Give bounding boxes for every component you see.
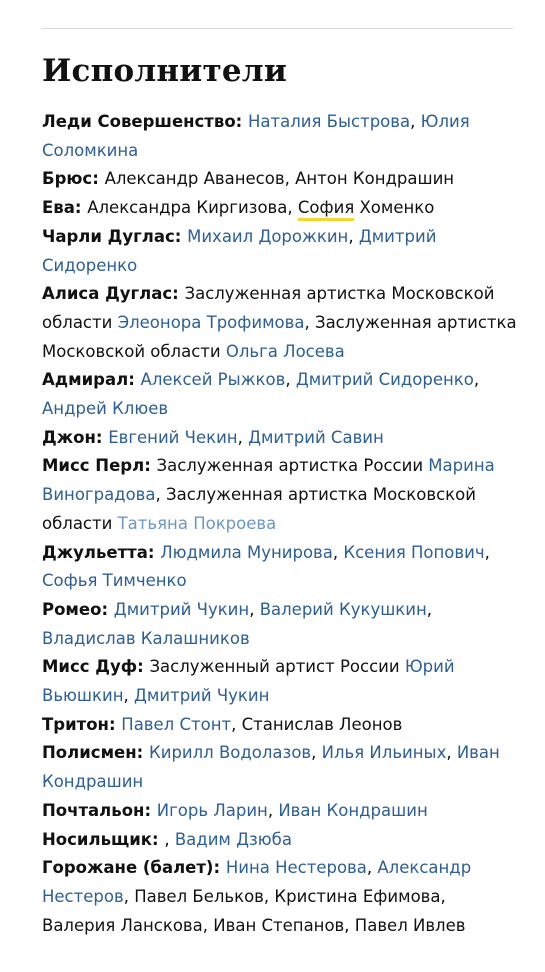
role-separator: : [147,542,161,562]
role-separator: : [74,198,88,218]
role-separator: : [144,800,157,820]
performer-name: Заслуженная артистка Московской области [42,485,476,533]
cast-role-label: Носильщик [42,829,153,849]
cast-entry [42,223,517,280]
cast-role-label: Адмирал [42,370,129,390]
cast-entry [42,424,517,453]
performer-link[interactable]: Евгений Чекин [108,427,238,447]
performer-separator: , [123,886,135,906]
performer-link[interactable]: Наталия Быстрова [248,112,411,131]
performer-name: Заслуженная артистка Московской области [42,284,495,332]
cast-role-label: Полисмен [42,743,137,763]
cast-role-label: Брюс [42,169,93,189]
performer-separator: , [410,112,421,131]
role-separator: : [152,829,165,849]
performer-link[interactable]: Иван Кондрашин [278,800,428,820]
cast-entry [42,366,517,423]
performer-link[interactable]: Иван Кондрашин [42,743,500,792]
performer-name: Кристина Ефимова [274,886,441,906]
performer-link[interactable]: Валерий Кукушкин [259,599,427,619]
performer-link[interactable]: Юлия Соломкина [42,112,470,160]
performer-link[interactable]: Юрий Вьюшкин [42,657,455,706]
role-separator: : [92,169,105,189]
performer-name: Павел Бельков [134,886,264,906]
cast-role-label: Джон [42,427,96,447]
performer-name: Павел Ивлев [354,915,466,935]
performer-separator: , [440,886,446,906]
performer-separator: , [231,714,242,734]
performer-separator: , [332,542,344,562]
performer-separator: , [202,915,214,935]
performer-separator: , [123,686,135,706]
performer-link[interactable]: Андрей Клюев [42,399,169,419]
cast-role-label: Тритон [42,714,109,734]
performer-separator: , [446,743,457,763]
section-divider [42,28,513,29]
role-separator: : [128,370,141,390]
performer-name: Заслуженный артист России [149,657,405,677]
performer-name: София [297,198,355,218]
role-separator: : [137,657,150,677]
performer-link[interactable]: Ольга Лосева [225,341,345,361]
performer-name: Александра Киргизова [87,198,288,218]
cast-entry [42,653,517,710]
performer-name: Александр Аванесов [104,169,285,189]
cast-entry [42,280,517,366]
performer-link[interactable]: Алексей Рыжков [140,370,286,390]
cast-role-label: Почтальон [42,800,145,820]
role-separator: : [95,427,109,447]
role-separator: : [235,112,248,131]
cast-role-label: Мисс Перл [42,456,145,476]
cast-role-label: Чарли Дуглас [42,226,175,246]
performer-name: Валерия Ланскова [42,915,203,935]
role-separator: : [172,284,185,304]
performer-link[interactable]: Татьяна Покроева [117,513,277,533]
performer-separator: , [267,800,279,820]
cast-entry [42,165,517,194]
role-separator: : [213,858,226,878]
performer-separator: , [287,198,298,218]
cast-entry [42,711,517,740]
performer-link[interactable]: Михаил Дорожкин [187,226,349,246]
role-separator: : [174,226,188,246]
performer-separator: , [348,226,359,246]
performer-link[interactable]: Дмитрий Сидоренко [295,370,474,390]
performer-link[interactable]: Дмитрий Чукин [113,599,250,619]
cast-role-label: Ромео [42,599,102,619]
performer-link[interactable]: Марина Виноградова [42,456,495,505]
performer-name: Заслуженная артистка Московской области [42,312,517,361]
section-title: Исполнители [42,53,288,89]
performer-link[interactable]: Александр Нестеров [42,858,472,906]
performer-link[interactable]: Дмитрий Чукин [134,686,270,706]
performer-separator: , [426,599,433,619]
role-separator: : [136,743,149,763]
performer-separator: , [311,743,322,763]
cast-entry [42,826,517,855]
performer-link[interactable]: Дмитрий Сидоренко [42,226,437,275]
performer-link[interactable]: Дмитрий Савин [248,427,384,447]
cast-entry [42,539,517,596]
cast-role-label: Джульетта [42,542,148,562]
role-separator: : [144,456,157,476]
performer-link[interactable]: Владислав Калашников [42,628,250,648]
performer-separator: , [263,886,275,906]
cast-list [42,108,517,940]
cast-role-label: Алиса Дуглас [42,284,173,304]
cast-entry [42,596,517,653]
performer-link[interactable]: Илья Ильиных [321,743,447,763]
cast-entry [42,739,517,796]
performer-separator: , [155,485,167,505]
performer-name: Иван Степанов [213,915,345,935]
performer-link[interactable]: Софья Тимченко [42,571,187,591]
performer-link[interactable]: Нина Нестерова [225,858,367,878]
cast-entry [42,108,517,165]
cast-entry [42,452,517,538]
performer-separator: , [304,312,315,332]
performer-separator: , [285,370,296,390]
performer-separator: , [237,427,249,447]
performer-separator: , [344,915,355,935]
cast-entry [42,797,517,826]
performer-link[interactable]: Ксения Попович [343,542,485,562]
performer-separator: , [249,599,260,619]
cast-role-label: Горожане (балет) [42,858,214,878]
performer-link[interactable]: Кирилл Водолазов [149,743,312,763]
cast-role-label: Леди Совершенство [42,112,236,131]
performer-link[interactable]: Игорь Ларин [156,800,268,820]
performer-separator: , [284,169,296,189]
performer-name-suffix: Хоменко [354,198,435,218]
cast-entry [42,854,517,940]
cast-role-label: Ева [42,198,75,218]
performer-separator: , [164,829,175,849]
performer-separator: , [366,858,378,878]
performer-name: Станислав Леонов [241,714,403,734]
role-separator: : [101,599,114,619]
performer-name: Заслуженная артистка России [156,456,429,476]
performer-name: Антон Кондрашин [295,169,455,189]
cast-entry [42,194,517,223]
performer-link[interactable]: Элеонора Трофимова [117,312,305,332]
role-separator: : [108,714,122,734]
performer-link[interactable]: Людмила Мунирова [160,542,333,562]
performer-separator: , [473,370,480,390]
performer-link[interactable]: Вадим Дзюба [174,829,292,849]
performer-separator: , [484,542,490,562]
performer-link[interactable]: Павел Стонт [121,714,232,734]
cast-role-label: Мисс Дуф [42,657,138,677]
